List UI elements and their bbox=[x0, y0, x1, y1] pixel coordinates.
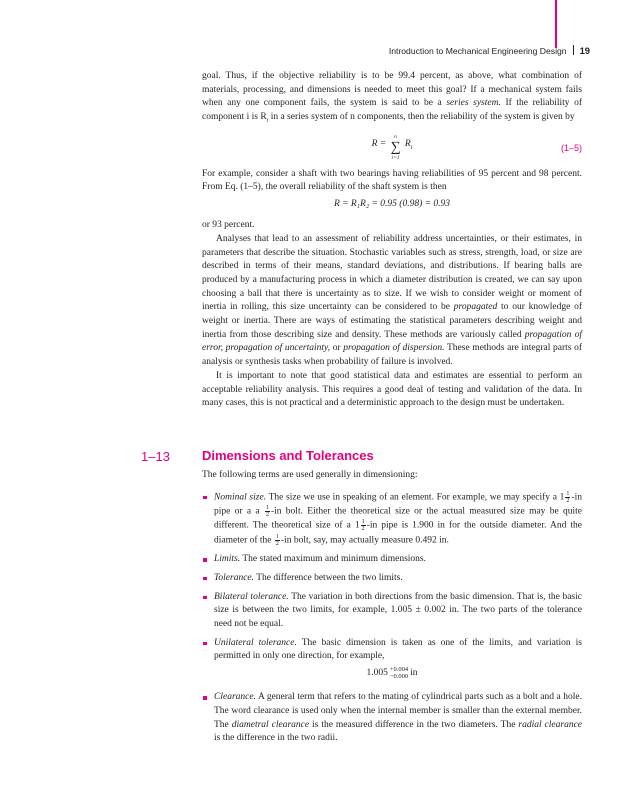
body-text-dimensions bbox=[202, 469, 582, 746]
fraction-one-half: $\frac{1}{2}$ bbox=[265, 505, 269, 519]
header-separator bbox=[573, 45, 574, 55]
list-item-nominal-size: Nominal size. The size we use in speaking of an element. For example, we may specify a 1 $\frac{1}{2}$ -in pipe or a a $\frac{1}{2}$ -in bolt. Either the theoretical size or the actual measured size may be quite different. The theoretical size of a 1 $\frac{1}{2}$ -in pipe is 1.900 in for the outside diameter. And the diameter of the $\frac{1}{2}$ -in bolt, say, may actually measure 0.492 in. bbox=[202, 491, 582, 549]
paragraph-series-system: goal. Thus, if the objective reliability is to be 99.4 percent, as above, what combination of materials, processing, and dimensions is needed to meet this goal? If a mechanical system fails when any one component fails, the system is said to be a series system. If the reliability of component i is $R_i$ in a series system of n components, then the reliability of the system is given by bbox=[202, 71, 583, 124]
section-number: 1–13 bbox=[141, 449, 170, 464]
list-item-unilateral-tolerance: Unilateral tolerance. The basic dimension is taken as one of the limits, and variation is permitted in only one direction, for example, bbox=[202, 637, 582, 664]
list-item-bilateral-tolerance: Bilateral tolerance. The variation in both directions from the basic dimension. That is, the basic size is between the two limits, for example, 1.005 ± 0.002 in. The two parts of the tolerance need not be equal. bbox=[202, 591, 582, 632]
dimensioning-intro: The following terms are used generally in dimensioning: bbox=[202, 470, 418, 480]
section-title: Dimensions and Tolerances bbox=[202, 448, 374, 463]
fraction-one-half: $\frac{1}{2}$ bbox=[275, 533, 279, 547]
fraction-one-half: $\frac{1}{2}$ bbox=[566, 490, 570, 504]
paragraph-shaft-example: For example, consider a shaft with two bearings having reliabilities of 95 percent and 98 percent. From Eq. (1–5), the overall reliability of the shaft system is then bbox=[202, 168, 582, 193]
list-item-tolerance: Tolerance. The difference between the two limits. bbox=[202, 572, 582, 586]
paragraph-uncertainty: Analyses that lead to an assessment of reliability address uncertainties, or their estimates, in parameters that describe the situation. Stochastic variables such as stress, strength, load, or size are described in terms of their means, standard deviations, and distributions. If bearing balls are produced by a manufacturing process in which a diameter distribution is created, we can say upon choosing a ball that there is uncertainty as to size. If we wish to consider weight or moment of inertia in rolling, this size uncertainty can be considered to be propagated to our knowledge of weight or inertia. There are ways of estimating the statistical parameters describing weight and inertia from those describing size and density. These methods are variously called propagation of error, propagation of uncertainty, or propagation of dispersion. These methods are integral parts of analysis or synthesis tasks when probability of failure is involved. bbox=[202, 233, 583, 368]
equation-1-5: R = n ∑ i=1 $R_i$ (1–5) bbox=[371, 133, 582, 161]
equation-shaft-reliability: R = R₁R₂ = 0.95 (0.98) = 0.93 bbox=[333, 199, 451, 210]
paragraph-statistical-data: It is important to note that good statistical data and estimates are essential to perform an acceptable reliability analysis. This requires a good deal of testing and validation of the data. In many cases, this is not practical and a deterministic approach to the design must be undertaken. bbox=[202, 370, 582, 409]
list-item-limits: Limits. The stated maximum and minimum dimensions. bbox=[202, 553, 582, 567]
paragraph-93-percent: or 93 percent. bbox=[202, 220, 255, 231]
page-number: 19 bbox=[579, 45, 590, 56]
header-accent-rule bbox=[555, 0, 557, 48]
running-header bbox=[389, 45, 590, 56]
equation-label: (1–5) bbox=[560, 142, 582, 153]
body-text-upper bbox=[202, 70, 582, 411]
fraction-one-half: $\frac{1}{2}$ bbox=[361, 519, 365, 533]
equation-unilateral-example: 1.005 +0.004 −0.000 in bbox=[366, 666, 418, 681]
running-header-title: Introduction to Mechanical Engineering Design bbox=[388, 46, 567, 56]
list-item-clearance: Clearance. A general term that refers to the mating of cylindrical parts such as a bolt and a hole. The word clearance is used only when the internal member is smaller than the external member. The diametral clearance is the measured difference in the two diameters. The radial clearance is the difference in the two radii. bbox=[202, 691, 582, 746]
